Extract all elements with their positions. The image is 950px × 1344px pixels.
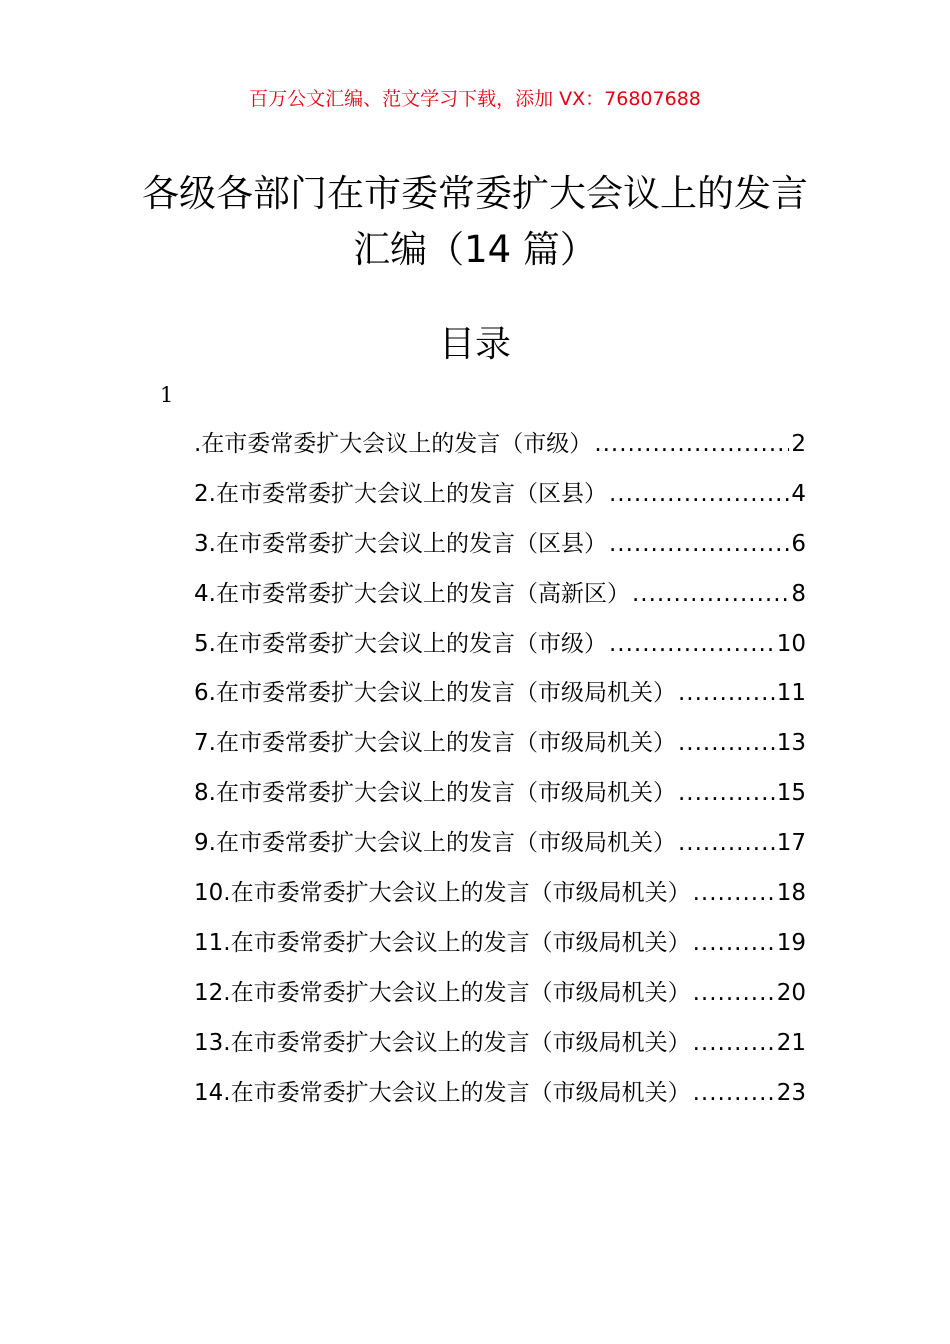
toc-entry-text: 4.在市委常委扩大会议上的发言（高新区） (194, 580, 630, 607)
toc-entry[interactable] (194, 819, 806, 869)
document-title-line-2: 汇编（14 篇） (353, 228, 597, 271)
toc-entry-leader (632, 570, 789, 620)
toc-entry-page: 17 (776, 830, 806, 857)
toc-entry[interactable] (194, 719, 806, 769)
toc-entry-page: 8 (791, 580, 806, 607)
toc-entry-leader (693, 869, 775, 919)
toc-entry-text: 11.在市委常委扩大会议上的发言（市级局机关） (194, 929, 691, 956)
toc-entry[interactable] (194, 919, 806, 969)
toc-entry-text: 7.在市委常委扩大会议上的发言（市级局机关） (194, 730, 676, 757)
toc-entry-page: 23 (776, 1079, 806, 1106)
toc-entry-leader (609, 520, 789, 570)
toc-entry[interactable] (194, 470, 806, 520)
toc-entry-text: 6.在市委常委扩大会议上的发言（市级局机关） (194, 680, 676, 707)
toc-entry-leader (693, 1019, 775, 1069)
toc-entry-text: 14.在市委常委扩大会议上的发言（市级局机关） (194, 1079, 691, 1106)
toc-list (194, 420, 806, 1118)
header-note: 百万公文汇编、范文学习下载，添加 VX：76807688 (249, 88, 701, 110)
toc-entry-leader (693, 969, 775, 1019)
toc-entry-text: 8.在市委常委扩大会议上的发言（市级局机关） (194, 780, 676, 807)
toc-entry-leader (678, 769, 775, 819)
toc-entry-page: 19 (776, 929, 806, 956)
toc-entry-text: 2.在市委常委扩大会议上的发言（区县） (194, 480, 607, 507)
toc-entry-leader (678, 719, 775, 769)
toc-entry-text: 3.在市委常委扩大会议上的发言（区县） (194, 530, 607, 557)
toc-entry-page: 11 (776, 680, 806, 707)
toc-entry[interactable] (194, 769, 806, 819)
page-marker: 1 (160, 383, 174, 407)
toc-entry[interactable] (194, 1019, 806, 1069)
toc-entry-text: 13.在市委常委扩大会议上的发言（市级局机关） (194, 1029, 691, 1056)
toc-entry-leader (609, 470, 789, 520)
toc-entry[interactable] (194, 570, 806, 620)
toc-entry-page: 6 (791, 530, 806, 557)
toc-entry-leader (693, 919, 775, 969)
toc-entry[interactable] (194, 869, 806, 919)
toc-entry[interactable] (194, 420, 806, 470)
toc-entry[interactable] (194, 1069, 806, 1119)
toc-entry-leader (678, 669, 775, 719)
toc-entry[interactable] (194, 520, 806, 570)
toc-entry[interactable] (194, 969, 806, 1019)
toc-entry-leader (678, 819, 775, 869)
toc-entry-page: 10 (776, 630, 806, 657)
toc-entry-page: 18 (776, 880, 806, 907)
toc-entry-page: 2 (791, 431, 806, 457)
toc-entry[interactable] (194, 669, 806, 719)
toc-entry-leader (693, 1069, 775, 1119)
toc-entry-text: 12.在市委常委扩大会议上的发言（市级局机关） (194, 979, 691, 1006)
toc-entry-text: 9.在市委常委扩大会议上的发言（市级局机关） (194, 830, 676, 857)
toc-entry-page: 21 (776, 1029, 806, 1056)
toc-entry-page: 4 (791, 480, 806, 507)
document-title (95, 166, 855, 278)
toc-entry-text: .在市委常委扩大会议上的发言（市级） (194, 431, 593, 457)
toc-entry-page: 15 (776, 780, 806, 807)
toc-entry-leader (594, 420, 789, 470)
toc-entry-text: 10.在市委常委扩大会议上的发言（市级局机关） (194, 880, 691, 907)
toc-entry-page: 13 (776, 730, 806, 757)
toc-entry-page: 20 (776, 979, 806, 1006)
toc-entry-leader (609, 620, 775, 670)
toc-entry[interactable] (194, 620, 806, 670)
toc-heading: 目录 (438, 324, 511, 365)
toc-entry-text: 5.在市委常委扩大会议上的发言（市级） (194, 630, 607, 657)
document-title-line-1: 各级各部门在市委常委扩大会议上的发言 (142, 172, 808, 215)
